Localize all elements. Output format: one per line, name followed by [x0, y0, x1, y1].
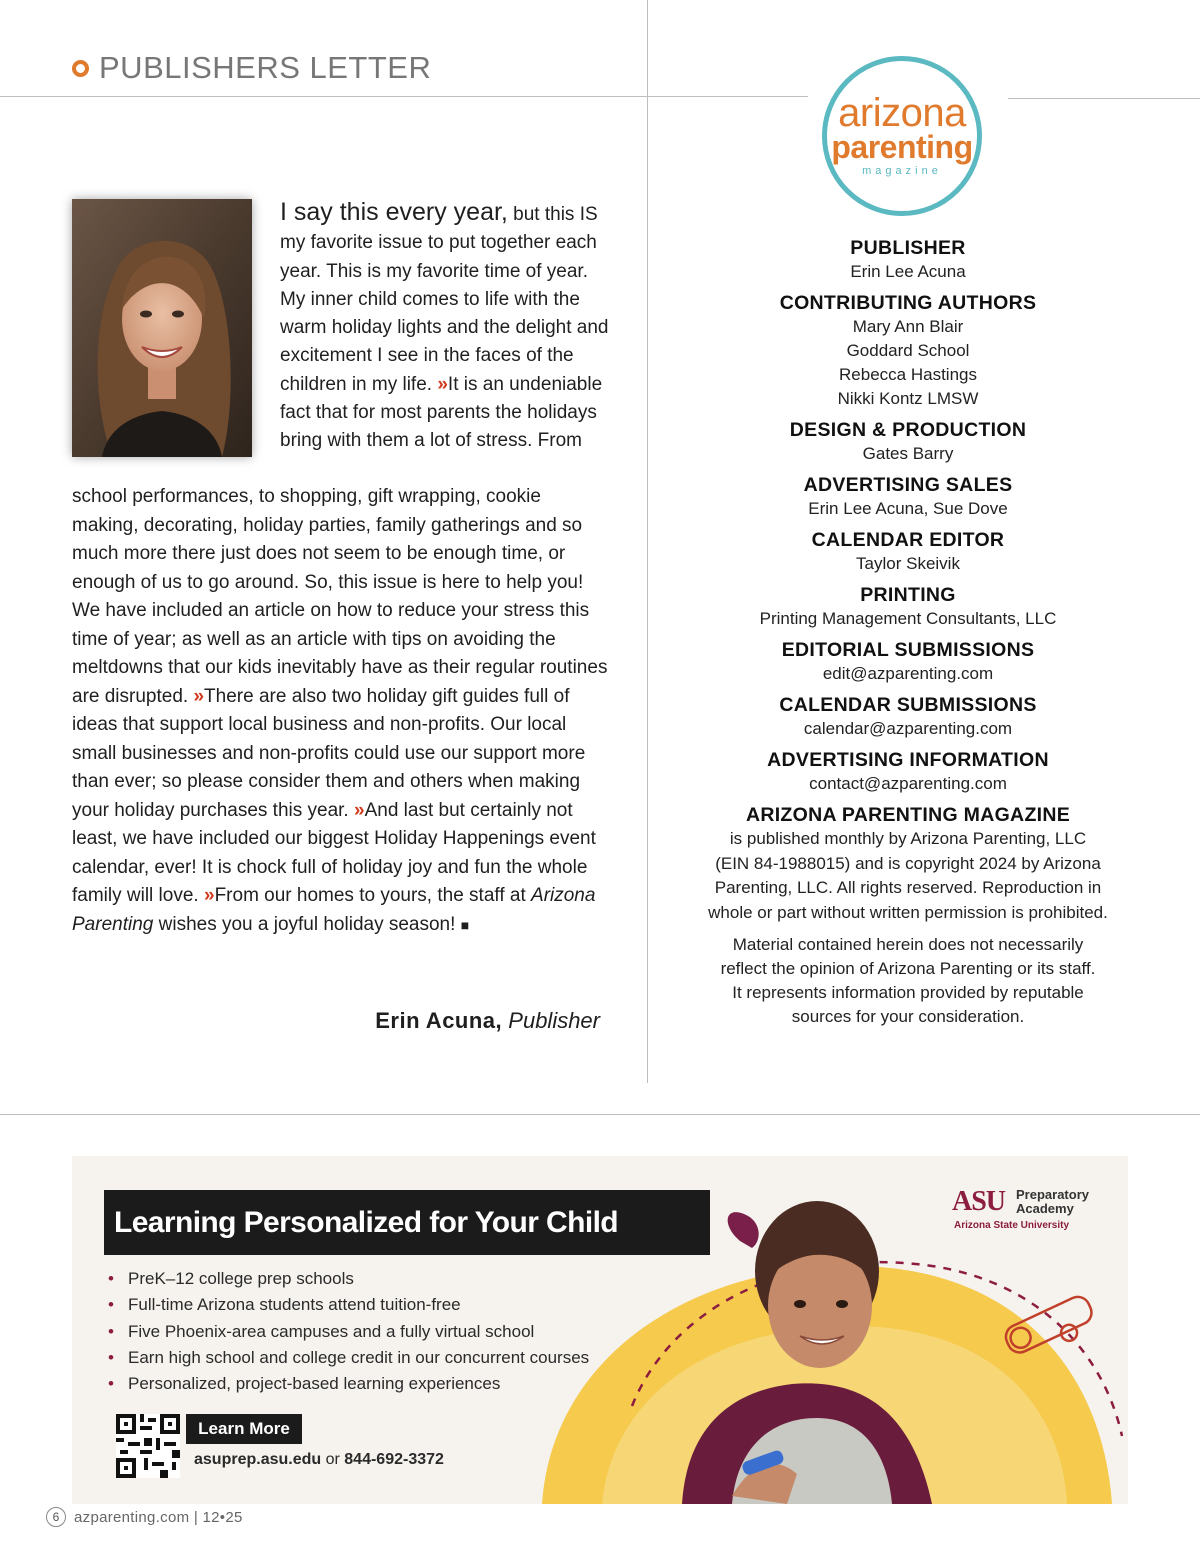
ad-contact: [194, 1451, 444, 1469]
masthead-heading: CALENDAR SUBMISSIONS: [779, 694, 1037, 716]
list-item: [108, 1319, 589, 1345]
masthead-line: Goddard School: [846, 341, 970, 360]
end-mark-icon: ■: [460, 916, 470, 933]
section-marker: »: [354, 799, 365, 821]
asu-prep-line2: Academy: [1016, 1201, 1074, 1216]
ad-headline: Learning Personalized for Your Child: [114, 1205, 619, 1239]
logo-word-parenting: parenting: [831, 129, 973, 165]
masthead-group: [683, 473, 1133, 521]
page-footer: [46, 1506, 243, 1528]
ad-or-text: or: [321, 1451, 345, 1468]
section-marker: »: [437, 373, 448, 395]
masthead-group: [683, 638, 1133, 686]
magazine-logo: [822, 56, 982, 216]
disclaimer-line: It represents information provided by reputable: [732, 983, 1084, 1002]
header-rule-right: [1008, 98, 1200, 99]
publication-notice: [683, 827, 1133, 925]
magazine-name: Arizona Parenting: [72, 885, 596, 935]
letter-lead: I say this every year,: [280, 198, 508, 226]
masthead-line: Mary Ann Blair: [852, 317, 964, 336]
publication-notice-line: Parenting, LLC. All rights reserved. Reproduction in: [714, 878, 1102, 897]
asu-wordmark: ASU: [952, 1186, 1006, 1217]
masthead-group: [683, 748, 1133, 796]
disclaimer-line: reflect the opinion of Arizona Parenting or its staff.: [720, 959, 1096, 978]
masthead-heading: CONTRIBUTING AUTHORS: [779, 292, 1037, 314]
ad-bullet-list: [108, 1266, 589, 1397]
bullet-icon: •: [108, 1321, 114, 1341]
masthead-heading: ARIZONA PARENTING MAGAZINE: [745, 804, 1071, 826]
publication-notice-line: whole or part without written permission is prohibited.: [708, 902, 1108, 922]
asu-prep-line1: Preparatory: [1016, 1187, 1089, 1202]
qr-code-icon[interactable]: [116, 1414, 180, 1478]
list-item: [108, 1345, 589, 1371]
list-item: [108, 1371, 589, 1397]
masthead-line: Printing Management Consultants, LLC: [759, 609, 1057, 628]
disclaimer-line: Material contained herein does not necessarily: [732, 935, 1084, 954]
letter-paragraph-4a: From our homes to yours, the staff at: [214, 885, 532, 906]
ad-url-link[interactable]: asuprep.asu.edu: [194, 1451, 322, 1468]
masthead-group: [683, 693, 1133, 741]
list-item: [108, 1266, 589, 1292]
section-marker: »: [193, 685, 205, 707]
letter-paragraph-3: And last but certainly not least, we have included our biggest Holiday Happenings event calendar, ever! It is chock full of holiday joy and fun the whole family will love.: [72, 799, 596, 906]
bullet-text: PreK–12 college prep schools: [128, 1269, 354, 1288]
masthead-line: Nikki Kontz LMSW: [837, 389, 979, 408]
logo-word-magazine: magazine: [862, 165, 942, 177]
ad-phone-link[interactable]: 844-692-3372: [344, 1451, 444, 1468]
letter-paragraph-2: There are also two holiday gift guides full of ideas that support local business and non-profits. Our local small businesses and non-profits could use our support more than ever; so please consider them and others when making your holiday purchases this year.: [72, 685, 586, 821]
masthead-group: [683, 583, 1133, 631]
masthead-heading: PRINTING: [860, 584, 956, 606]
portrait-photo-icon: [72, 199, 252, 457]
section-header: [72, 48, 431, 88]
letter-intro: [280, 198, 610, 456]
bullet-circle-icon: [72, 60, 89, 77]
footer-text: azparenting.com | 12•25: [74, 1508, 243, 1526]
masthead-group: [683, 291, 1133, 411]
bullet-icon: •: [108, 1347, 114, 1367]
signature-name: Erin Acuna,: [375, 1008, 503, 1033]
masthead-line: Taylor Skeivik: [856, 554, 960, 573]
masthead-line: Erin Lee Acuna, Sue Dove: [808, 499, 1008, 518]
learn-more-button[interactable]: Learn More: [186, 1414, 302, 1444]
letter-intro-tail: It is an undeniable fact that for most parents the holidays bring with them a lot of stress. From: [280, 373, 603, 452]
page-number: 6: [46, 1507, 66, 1527]
contact-email-link[interactable]: contact@azparenting.com: [809, 774, 1007, 793]
disclaimer-line: sources for your consideration.: [791, 1007, 1025, 1026]
list-item: [108, 1292, 589, 1318]
bullet-text: Five Phoenix-area campuses and a fully virtual school: [128, 1321, 535, 1341]
letter-intro-text: but this IS my favorite issue to put together each year. This is my favorite time of year. My inner child comes to life with the warm holiday lights and the delight and excitement I see in the faces of the children in my life.: [280, 204, 609, 395]
bullet-icon: •: [108, 1269, 114, 1288]
masthead-line: Gates Barry: [862, 444, 954, 463]
editorial-email-link[interactable]: edit@azparenting.com: [822, 664, 994, 683]
letter-paragraph-1: school performances, to shopping, gift wrapping, cookie making, decorating, holiday parties, family gatherings and so much more there just does not seem to be enough time, or enough of us to go around. So, this issue is here to help you! We have included an article on how to reduce your stress this time of year; as well as an article with tips on avoiding the meltdowns that our kids inevitably have as their regular routines are disrupted.: [72, 486, 608, 707]
masthead-heading: DESIGN & PRODUCTION: [789, 419, 1027, 441]
masthead-group: [683, 236, 1133, 284]
letter-body: [72, 483, 612, 939]
masthead-heading: ADVERTISING SALES: [803, 474, 1013, 496]
masthead-group: [683, 418, 1133, 466]
bullet-icon: •: [108, 1374, 114, 1394]
calendar-email-link[interactable]: calendar@azparenting.com: [803, 719, 1013, 738]
ad-headline-banner: [104, 1190, 710, 1255]
masthead-heading: CALENDAR EDITOR: [811, 529, 1005, 551]
bullet-text: Full-time Arizona students attend tuition-free: [128, 1295, 461, 1315]
publisher-portrait: [72, 199, 252, 457]
asu-prep-name: [1016, 1188, 1089, 1216]
publication-notice-line: (EIN 84-1988015) and is copyright 2024 by Arizona: [715, 853, 1101, 873]
signature: [375, 1008, 600, 1034]
asu-prep-advertisement[interactable]: [72, 1156, 1128, 1504]
header-rule-left: [0, 96, 808, 97]
asu-university-name: Arizona State University: [954, 1220, 1070, 1231]
bullet-text: Personalized, project-based learning experiences: [128, 1374, 501, 1394]
bullet-text: Earn high school and college credit in our concurrent courses: [128, 1347, 590, 1367]
masthead-heading: ADVERTISING INFORMATION: [767, 749, 1049, 771]
letter-paragraph-4b: wishes you a joyful holiday season!: [153, 913, 461, 935]
signature-title: Publisher: [508, 1008, 600, 1033]
section-marker: »: [203, 885, 215, 906]
logo-word-arizona: arizona: [838, 91, 966, 135]
column-divider: [647, 0, 648, 1083]
page-rule-bottom: [0, 1114, 1200, 1115]
section-title: PUBLISHERS LETTER: [99, 50, 432, 85]
masthead: [683, 236, 1133, 1029]
masthead-line: Erin Lee Acuna: [850, 262, 966, 281]
disclaimer: [683, 933, 1133, 1029]
publication-notice-line: is published monthly by Arizona Parenting, LLC: [729, 829, 1087, 848]
masthead-heading: EDITORIAL SUBMISSIONS: [781, 639, 1035, 661]
masthead-heading: PUBLISHER: [850, 237, 966, 259]
masthead-group: [683, 528, 1133, 576]
masthead-line: Rebecca Hastings: [839, 365, 977, 384]
bullet-icon: •: [108, 1295, 114, 1315]
